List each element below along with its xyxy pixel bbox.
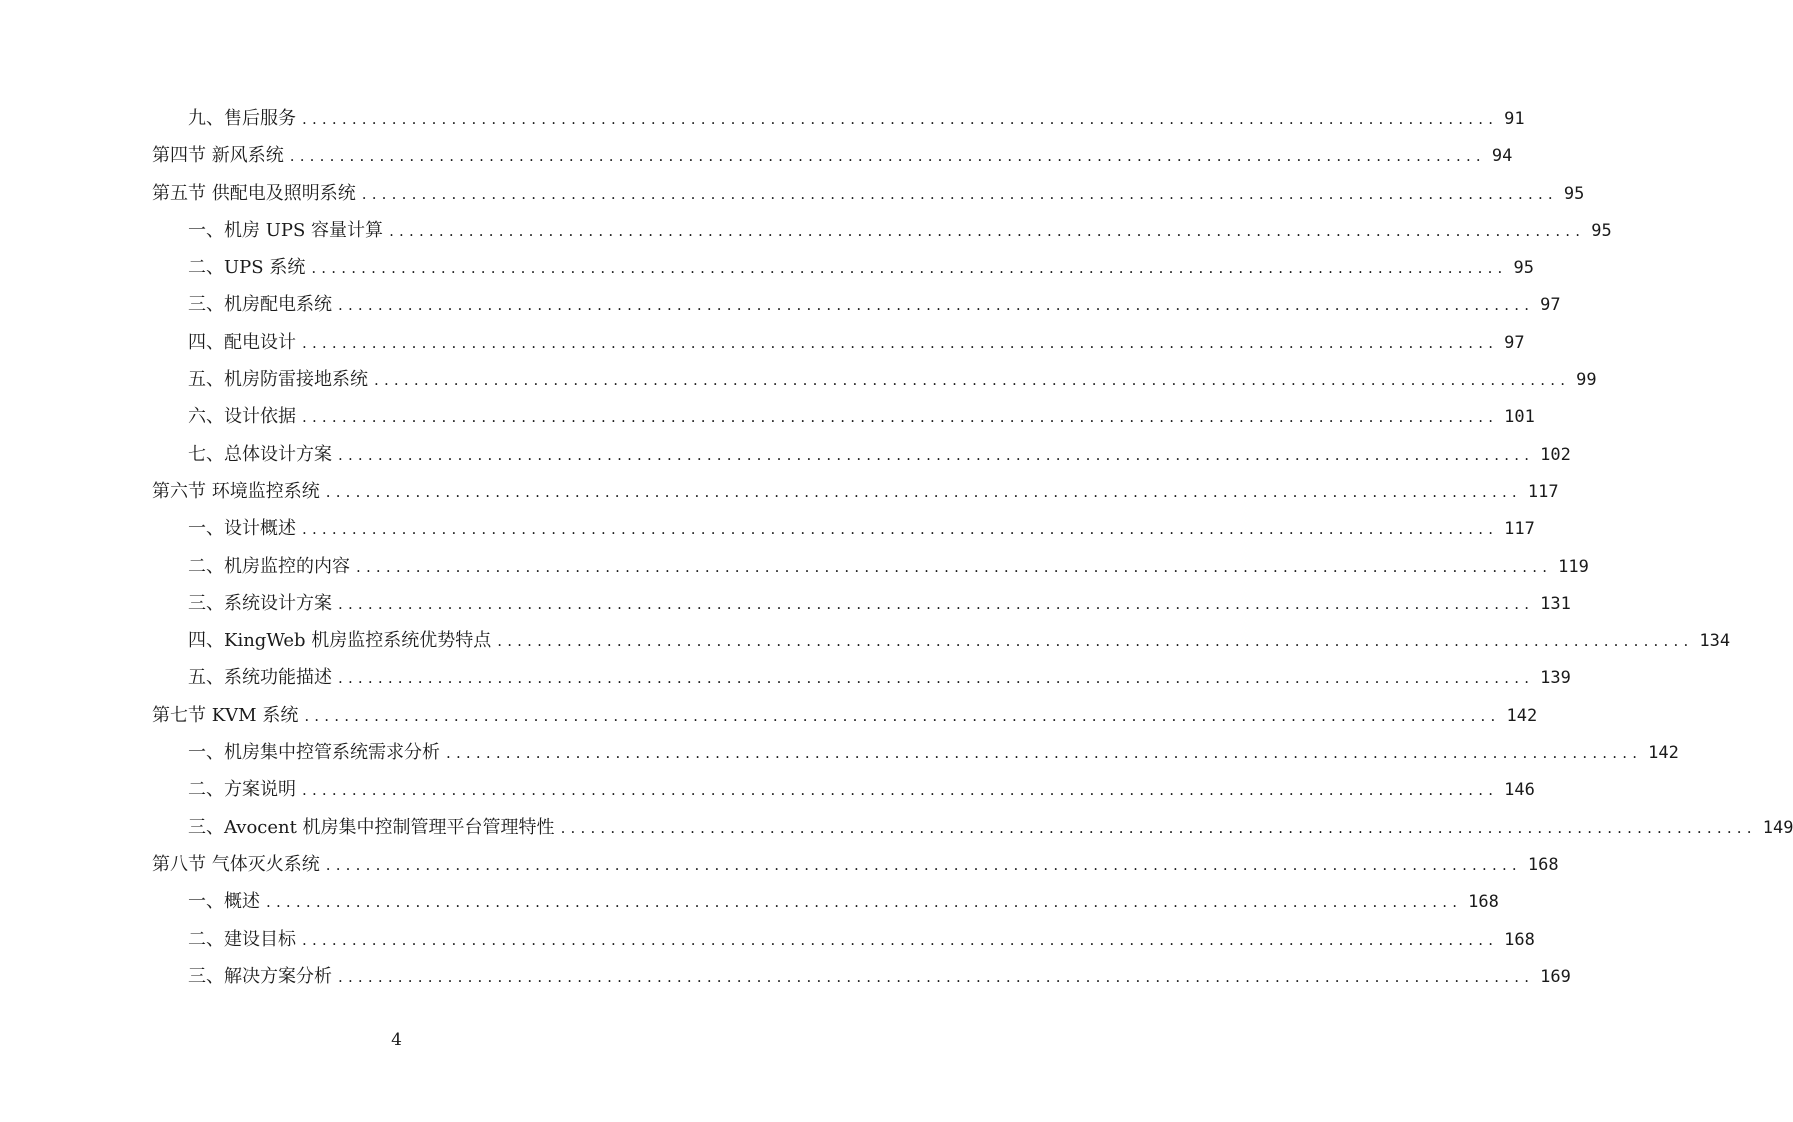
toc-entry-page-number: 97: [1504, 332, 1525, 353]
toc-entry[interactable]: [0, 958, 1571, 995]
toc-entry[interactable]: [0, 771, 1535, 808]
toc-entry-title: 三、Avocent 机房集中控制管理平台管理特性: [188, 816, 555, 838]
table-of-contents: [0, 100, 1793, 995]
toc-entry-page-number: 101: [1504, 407, 1535, 428]
toc-entry-title: 三、解决方案分析: [188, 965, 332, 987]
toc-entry[interactable]: [0, 361, 1597, 398]
toc-entry-line: [188, 212, 1612, 250]
toc-entry-page-number: 149: [1762, 817, 1793, 838]
toc-entry-page-number: 95: [1563, 183, 1585, 204]
toc-entry-page-number: 146: [1504, 780, 1535, 801]
toc-entry[interactable]: [0, 473, 1559, 510]
toc-entry[interactable]: [0, 100, 1525, 137]
toc-entry[interactable]: [0, 249, 1534, 286]
toc-entry-title: 六、设计依据: [188, 406, 296, 428]
toc-entry-page-number: 134: [1699, 631, 1731, 652]
dot-leader: ........................................................................................................................: [560, 818, 1757, 837]
toc-entry-title: 二、机房监控的内容: [188, 555, 350, 577]
toc-entry-page-number: 102: [1540, 444, 1571, 465]
toc-entry-line: [188, 585, 1571, 623]
toc-entry-title: 二、方案说明: [188, 779, 296, 801]
toc-entry[interactable]: [0, 212, 1612, 249]
toc-entry-line: [188, 622, 1731, 660]
dot-leader: ........................................................................................................................: [302, 408, 1499, 427]
toc-entry-title: 第七节 KVM 系统: [152, 704, 299, 726]
dot-leader: ........................................................................................................................: [304, 706, 1501, 725]
toc-entry-line: [152, 175, 1585, 213]
dot-leader: ........................................................................................................................: [302, 930, 1499, 949]
toc-entry-title: 一、机房 UPS 容量计算: [188, 219, 384, 241]
toc-entry-title: 二、建设目标: [188, 928, 296, 950]
toc-entry[interactable]: [0, 175, 1585, 212]
dot-leader: ........................................................................................................................: [338, 594, 1535, 613]
toc-entry-page-number: 94: [1491, 146, 1513, 167]
toc-entry-line: [188, 510, 1535, 548]
toc-entry-title: 五、机房防雷接地系统: [188, 369, 368, 391]
toc-entry[interactable]: [0, 809, 1793, 846]
toc-entry-line: [188, 809, 1793, 847]
toc-entry-page-number: 142: [1506, 705, 1538, 726]
toc-entry-line: [152, 846, 1559, 884]
dot-leader: ........................................................................................................................: [289, 147, 1486, 166]
toc-entry[interactable]: [0, 734, 1679, 771]
toc-entry[interactable]: [0, 286, 1561, 323]
toc-entry-title: 第八节 气体灭火系统: [152, 853, 320, 875]
toc-entry-line: [152, 697, 1538, 735]
toc-entry[interactable]: [0, 548, 1589, 585]
toc-entry-title: 七、总体设计方案: [188, 443, 332, 465]
toc-entry-line: [188, 398, 1535, 436]
toc-entry[interactable]: [0, 883, 1499, 920]
toc-entry[interactable]: [0, 510, 1535, 547]
toc-entry[interactable]: [0, 697, 1538, 734]
page-number-footer: 4: [391, 1030, 402, 1050]
toc-entry-page-number: 95: [1591, 220, 1612, 241]
toc-entry-line: [188, 249, 1534, 287]
toc-entry[interactable]: [0, 921, 1535, 958]
dot-leader: ........................................................................................................................: [302, 110, 1499, 128]
toc-entry-page-number: 168: [1504, 929, 1535, 950]
dot-leader: ........................................................................................................................: [338, 967, 1535, 986]
toc-entry-line: [188, 436, 1571, 474]
dot-leader: ........................................................................................................................: [266, 893, 1463, 912]
toc-entry-line: [188, 921, 1535, 959]
toc-entry[interactable]: [0, 846, 1559, 883]
toc-entry-line: [188, 883, 1499, 921]
toc-entry-line: [188, 734, 1679, 772]
toc-entry[interactable]: [0, 398, 1535, 435]
toc-entry-page-number: 119: [1558, 556, 1589, 577]
toc-entry-page-number: 117: [1504, 519, 1535, 540]
dot-leader: ........................................................................................................................: [338, 445, 1535, 464]
toc-entry-page-number: 99: [1576, 370, 1597, 391]
dot-leader: ........................................................................................................................: [446, 744, 1643, 763]
toc-entry[interactable]: [0, 137, 1513, 174]
toc-entry-line: [188, 958, 1571, 996]
toc-entry[interactable]: [0, 622, 1731, 659]
toc-entry-line: [188, 361, 1597, 399]
toc-entry-line: [188, 286, 1561, 324]
dot-leader: ........................................................................................................................: [338, 296, 1535, 315]
toc-entry-line: [188, 100, 1525, 138]
dot-leader: ........................................................................................................................: [325, 482, 1522, 501]
toc-entry-page-number: 117: [1527, 481, 1559, 502]
dot-leader: ........................................................................................................................: [389, 221, 1586, 240]
toc-entry-title: 一、设计概述: [188, 518, 296, 540]
toc-entry-line: [152, 137, 1513, 175]
dot-leader: ........................................................................................................................: [325, 855, 1522, 874]
dot-leader: ........................................................................................................................: [338, 669, 1535, 688]
toc-entry-line: [188, 771, 1535, 809]
toc-entry[interactable]: [0, 324, 1525, 361]
toc-entry-title: 第四节 新风系统: [152, 145, 284, 167]
toc-entry-title: 四、KingWeb 机房监控系统优势特点: [188, 630, 492, 652]
toc-entry-page-number: 168: [1468, 892, 1499, 913]
toc-entry-line: [188, 324, 1525, 362]
toc-entry[interactable]: [0, 585, 1571, 622]
dot-leader: ........................................................................................................................: [356, 557, 1553, 576]
toc-entry[interactable]: [0, 659, 1571, 696]
toc-entry-title: 三、机房配电系统: [188, 294, 332, 316]
toc-entry-page-number: 142: [1648, 743, 1679, 764]
dot-leader: ........................................................................................................................: [302, 781, 1499, 800]
toc-entry-title: 三、系统设计方案: [188, 592, 332, 614]
toc-entry-line: [152, 473, 1559, 511]
dot-leader: ........................................................................................................................: [497, 632, 1694, 651]
toc-entry-page-number: 168: [1527, 854, 1559, 875]
toc-entry-title: 一、概述: [188, 891, 260, 913]
toc-entry-page-number: 131: [1540, 593, 1571, 614]
toc-entry-title: 二、UPS 系统: [188, 257, 306, 279]
toc-entry-title: 第六节 环境监控系统: [152, 480, 320, 502]
toc-entry-title: 四、配电设计: [188, 331, 296, 353]
toc-entry-title: 九、售后服务: [188, 108, 296, 129]
toc-entry-page-number: 95: [1513, 258, 1534, 279]
toc-entry-page-number: 169: [1540, 966, 1571, 987]
dot-leader: ........................................................................................................................: [361, 184, 1558, 203]
toc-entry-title: 第五节 供配电及照明系统: [152, 182, 356, 204]
toc-entry[interactable]: [0, 436, 1571, 473]
toc-entry-page-number: 91: [1504, 109, 1525, 129]
dot-leader: ........................................................................................................................: [311, 259, 1508, 278]
toc-entry-title: 五、系统功能描述: [188, 667, 332, 689]
toc-entry-page-number: 97: [1540, 295, 1561, 316]
toc-entry-line: [188, 548, 1589, 586]
toc-entry-page-number: 139: [1540, 668, 1571, 689]
toc-entry-title: 一、机房集中控管系统需求分析: [188, 742, 440, 764]
dot-leader: ........................................................................................................................: [302, 520, 1499, 539]
toc-entry-line: [188, 659, 1571, 697]
dot-leader: ........................................................................................................................: [302, 333, 1499, 352]
dot-leader: ........................................................................................................................: [374, 371, 1571, 390]
